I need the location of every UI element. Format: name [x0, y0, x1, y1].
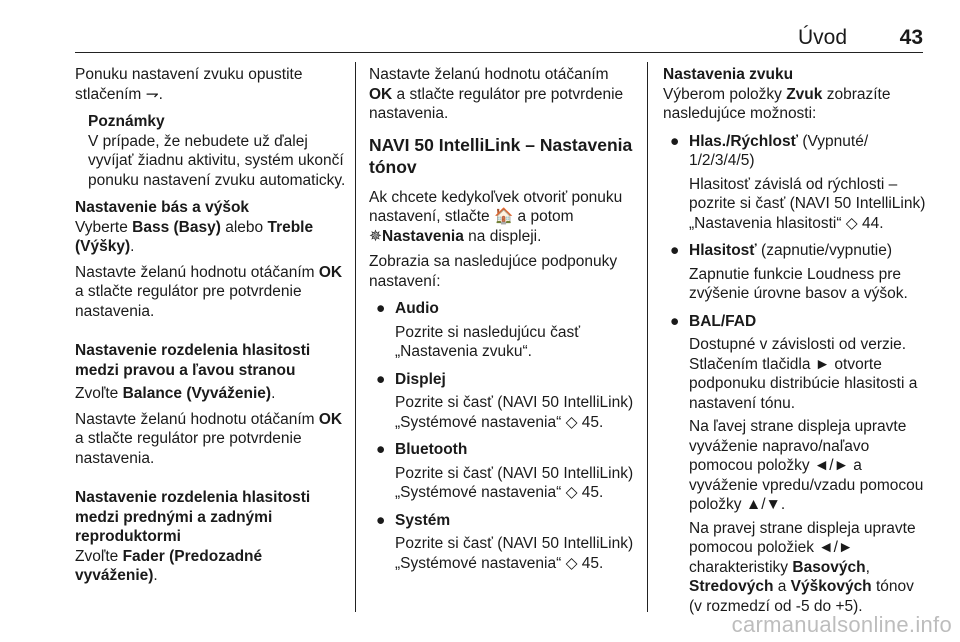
list-item: ● Displej Pozrite si časť (NAVI 50 IntelliLink) „Systémové nastavenia“ ◇ 45.: [376, 370, 634, 431]
sound-intro: Výberom položky Zvuk zobrazíte nasledujúce možnosti:: [663, 85, 891, 122]
header-rule: [75, 52, 923, 53]
column-divider-1: [355, 62, 356, 612]
notes-text: V prípade, že nebudete už ďalej vyvíjať žiadnu aktivitu, systém ukončí ponuku nastavení zvuku automaticky.: [88, 132, 346, 189]
confirm-text-3: Nastavte želanú hodnotu otáčaním OK a stlačte regulátor pre potvrdenie nastavenia.: [369, 66, 624, 122]
list-item: ● Hlasitosť (zapnutie/vypnutie) Zapnutie funkcie Loudness pre zvýšenie úrovne basov a výšok.: [670, 242, 908, 302]
notes-title: Poznámky: [88, 113, 165, 130]
list-item: ● Hlas./Rýchlosť (Vypnuté/ 1/2/3/4/5) Hlasitosť závislá od rýchlosti – pozrite si časť (NAVI 50 IntelliLink) „Nastavenia hlasitosti“ ◇ 44.: [670, 132, 926, 232]
home-icon: 🏠: [493, 208, 514, 225]
section-title: Úvod: [797, 26, 847, 49]
page-header: [75, 26, 923, 52]
column-1: [75, 65, 347, 592]
sound-settings-heading: Nastavenia zvuku: [663, 66, 794, 83]
list-item: ● Systém Pozrite si časť (NAVI 50 IntelliLink) „Systémové nastavenia“ ◇ 45.: [376, 511, 634, 572]
settings-icon: ✵: [369, 227, 382, 245]
balance-heading: Nastavenie rozdelenia hlasitosti medzi pravou a ľavou stranou: [75, 342, 311, 379]
watermark: carmanualsonline.info: [731, 612, 952, 637]
back-icon: ⇁: [145, 85, 159, 103]
page-number: 43: [899, 26, 923, 49]
confirm-text-1: Nastavte želanú hodnotu otáčaním OK a stlačte regulátor pre potvrdenie nastavenia.: [75, 263, 343, 320]
notes-box: [88, 112, 347, 190]
list-item: ● Bluetooth Pozrite si časť (NAVI 50 IntelliLink) „Systémové nastavenia“ ◇ 45.: [376, 441, 634, 501]
section-heading: NAVI 50 IntelliLink – Nastavenia tónov: [369, 134, 633, 177]
bass-treble-heading: Nastavenie bás a výšok: [75, 199, 250, 216]
fader-text: Zvoľte Fader (Predozadné vyváženie).: [75, 547, 263, 584]
bass-treble-text: Vyberte Bass (Basy) alebo Treble (Výšky).: [75, 218, 314, 255]
fader-heading: Nastavenie rozdelenia hlasitosti medzi prednými a zadnými reproduktormi: [75, 489, 311, 545]
intro-paragraph: Ponuku nastavení zvuku opustite stlačením ⇁.: [75, 66, 303, 103]
submenu-intro: Zobrazia sa nasledujúce podponuky nastavení:: [369, 253, 618, 290]
column-divider-2: [647, 62, 648, 612]
column-2: [369, 65, 635, 581]
balance-text: Zvoľte Balance (Vyváženie).: [75, 385, 276, 402]
confirm-text-2: Nastavte želanú hodnotu otáčaním OK a stlačte regulátor pre potvrdenie nastavenia.: [75, 410, 343, 467]
list-item: ● Audio Pozrite si nasledujúcu časť „Nastavenia zvuku“.: [376, 300, 581, 360]
open-settings-text: Ak chcete kedykoľvek otvoriť ponuku nastavení, stlačte 🏠 a potom ✵Nastavenia na displeji.: [369, 188, 623, 245]
column-3: [663, 65, 928, 624]
list-item: ● BAL/FAD Dostupné v závislosti od verzie. Stlačením tlačidla ► otvorte podponuku distribúcie hlasitosti a nastavení tónu. Na ľavej strane displeja upravte vyváženie napravo/naľavo pomocou položky ◄/► a vyváženie vpredu/vzadu pomocou položky ▲/▼. Na pravej strane displeja upravte pomocou položiek ◄/► charakteristiky Basových, Stredových a Výškových tónov (v rozmedzí od -5 do +5).: [670, 312, 924, 615]
